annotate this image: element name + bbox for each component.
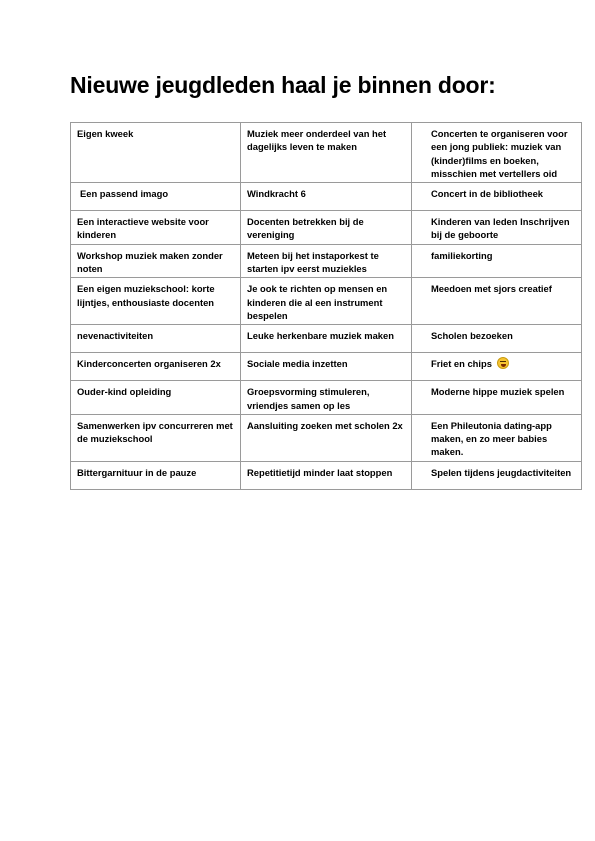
table-row [71,461,582,489]
table-cell: Scholen bezoeken [412,325,582,353]
table-cell: Een passend imago [71,183,241,211]
table-row [71,183,582,211]
table-cell: Kinderconcerten organiseren 2x [71,353,241,381]
table-cell-text: Friet en chips [431,358,492,370]
table-row [71,278,582,325]
grinning-face-emoji-icon [497,357,509,369]
table-cell: Bittergarnituur in de pauze [71,461,241,489]
table-cell: Je ook te richten op mensen en kinderen die al een instrument bespelen [241,278,412,325]
table-cell: nevenactiviteiten [71,325,241,353]
table-cell: Docenten betrekken bij de vereniging [241,211,412,245]
table-cell: Concerten te organiseren voor een jong publiek: muziek van (kinder)films en boeken, misschien met vertellers oid [412,123,582,183]
table-cell: Een eigen muziekschool: korte lijntjes, enthousiaste docenten [71,278,241,325]
table-cell: Spelen tijdens jeugdactiviteiten [412,461,582,489]
table-cell [412,353,582,381]
table-row [71,123,582,183]
table-cell: Windkracht 6 [241,183,412,211]
page-title: Nieuwe jeugdleden haal je binnen door: [70,72,496,98]
table-row [71,381,582,415]
table-cell: familiekorting [412,244,582,278]
table-cell: Moderne hippe muziek spelen [412,381,582,415]
table-row [71,244,582,278]
table-row [71,211,582,245]
table-cell: Groepsvorming stimuleren, vriendjes samen op les [241,381,412,415]
table-cell: Samenwerken ipv concurreren met de muziekschool [71,414,241,461]
table-cell: Muziek meer onderdeel van het dagelijks leven te maken [241,123,412,183]
table-cell: Eigen kweek [71,123,241,183]
table-cell: Een Phileutonia dating-app maken, en zo meer babies maken. [412,414,582,461]
ideas-table [70,122,582,490]
table-cell: Workshop muziek maken zonder noten [71,244,241,278]
table-cell: Ouder-kind opleiding [71,381,241,415]
table-cell: Sociale media inzetten [241,353,412,381]
table-cell: Repetitietijd minder laat stoppen [241,461,412,489]
table-cell: Kinderen van leden Inschrijven bij de geboorte [412,211,582,245]
table-row [71,353,582,381]
table-row [71,325,582,353]
table-cell: Leuke herkenbare muziek maken [241,325,412,353]
table-cell: Een interactieve website voor kinderen [71,211,241,245]
table-cell: Concert in de bibliotheek [412,183,582,211]
table-row [71,414,582,461]
table-cell: Meedoen met sjors creatief [412,278,582,325]
table-cell: Meteen bij het instaporkest te starten ipv eerst muziekles [241,244,412,278]
table-cell: Aansluiting zoeken met scholen 2x [241,414,412,461]
